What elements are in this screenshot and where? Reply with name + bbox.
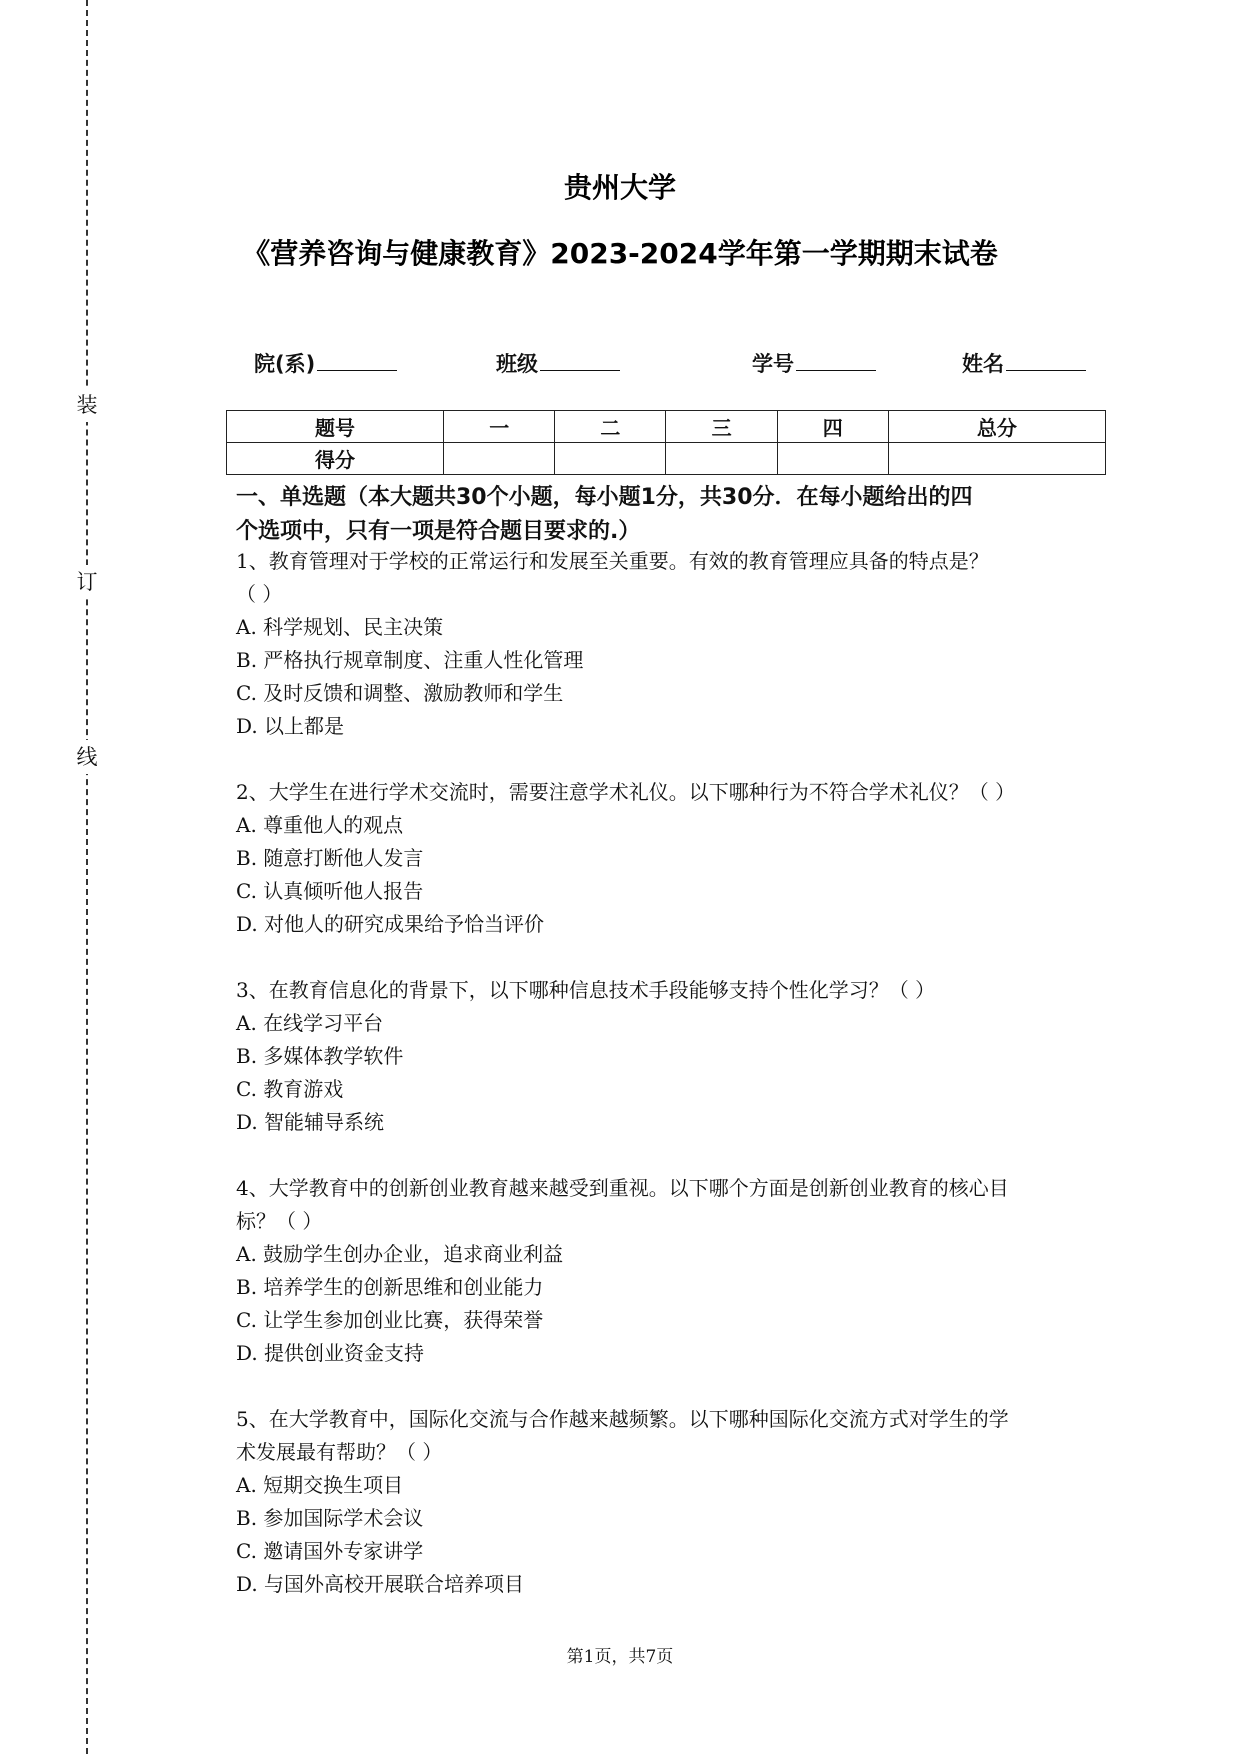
score-cell: 二 [555, 411, 666, 443]
info-field-department [254, 348, 397, 378]
option-a: A. 短期交换生项目 [236, 1473, 404, 1497]
question-1 [236, 545, 1096, 743]
score-cell: 一 [444, 411, 555, 443]
section-heading-line: 一、单选题（本大题共30个小题，每小题1分，共30分．在每小题给出的四 [236, 485, 973, 510]
info-label: 姓名 [962, 352, 1004, 376]
option-a: A. 尊重他人的观点 [236, 813, 404, 837]
university-title: 贵州大学 [563, 171, 676, 204]
score-table-header-row [227, 411, 1106, 443]
section-heading-line: 个选项中，只有一项是符合题目要求的.） [236, 519, 641, 544]
binding-char-xian: 线 [72, 740, 102, 774]
option-b: B. 培养学生的创新思维和创业能力 [236, 1275, 544, 1299]
score-cell [666, 443, 777, 475]
fill-blank [317, 350, 397, 371]
page-number: 第1页，共7页 [566, 1647, 674, 1667]
info-field-student-id [752, 348, 876, 378]
option-b: B. 随意打断他人发言 [236, 846, 424, 870]
score-table-score-row [227, 443, 1106, 475]
option-d: D. 智能辅导系统 [236, 1110, 385, 1134]
binding-char-ding: 订 [72, 565, 102, 599]
score-cell [888, 443, 1105, 475]
question-stem: 1、教育管理对于学校的正常运行和发展至关重要。有效的教育管理应具备的特点是？ [236, 549, 989, 573]
info-label: 班级 [496, 352, 538, 376]
question-list [236, 545, 1096, 1634]
option-a: A. 鼓励学生创办企业，追求商业利益 [236, 1242, 564, 1266]
score-cell [777, 443, 888, 475]
option-c: C. 邀请国外专家讲学 [236, 1539, 424, 1563]
fill-blank [796, 350, 876, 371]
question-4 [236, 1172, 1096, 1370]
option-a: A. 在线学习平台 [236, 1011, 384, 1035]
score-cell [555, 443, 666, 475]
option-c: C. 及时反馈和调整、激励教师和学生 [236, 681, 564, 705]
option-d: D. 提供创业资金支持 [236, 1341, 425, 1365]
option-b: B. 多媒体教学软件 [236, 1044, 404, 1068]
question-5 [236, 1403, 1096, 1601]
score-cell: 四 [777, 411, 888, 443]
info-label: 学号 [752, 352, 794, 376]
exam-title: 《营养咨询与健康教育》2023-2024学年第一学期期末试卷 [242, 237, 998, 270]
option-a: A. 科学规划、民主决策 [236, 615, 444, 639]
binding-char-zhuang: 装 [72, 388, 102, 422]
question-stem: 4、大学教育中的创新创业教育越来越受到重视。以下哪个方面是创新创业教育的核心目 [236, 1176, 1009, 1200]
option-c: C. 认真倾听他人报告 [236, 879, 424, 903]
score-cell: 题号 [227, 411, 444, 443]
question-stem: （ ） [236, 582, 283, 606]
score-cell: 总分 [888, 411, 1105, 443]
info-field-class [496, 348, 620, 378]
question-stem: 标？（ ） [236, 1209, 323, 1233]
question-stem: 5、在大学教育中，国际化交流与合作越来越频繁。以下哪种国际化交流方式对学生的学 [236, 1407, 1009, 1431]
question-stem: 2、大学生在进行学术交流时，需要注意学术礼仪。以下哪种行为不符合学术礼仪？（ ） [236, 780, 1016, 804]
option-c: C. 让学生参加创业比赛，获得荣誉 [236, 1308, 544, 1332]
score-cell: 得分 [227, 443, 444, 475]
question-stem: 术发展最有帮助？（ ） [236, 1440, 443, 1464]
fill-blank [1006, 350, 1086, 371]
section-heading [236, 481, 1096, 549]
score-cell: 三 [666, 411, 777, 443]
question-3 [236, 974, 1096, 1139]
question-stem: 3、在教育信息化的背景下，以下哪种信息技术手段能够支持个性化学习？（ ） [236, 978, 936, 1002]
option-d: D. 以上都是 [236, 714, 345, 738]
fill-blank [540, 350, 620, 371]
option-b: B. 严格执行规章制度、注重人性化管理 [236, 648, 584, 672]
option-d: D. 与国外高校开展联合培养项目 [236, 1572, 525, 1596]
option-c: C. 教育游戏 [236, 1077, 344, 1101]
option-b: B. 参加国际学术会议 [236, 1506, 424, 1530]
question-2 [236, 776, 1096, 941]
score-table [226, 410, 1106, 475]
info-field-name [962, 348, 1086, 378]
option-d: D. 对他人的研究成果给予恰当评价 [236, 912, 545, 936]
info-label: 院(系) [254, 352, 316, 376]
score-cell [444, 443, 555, 475]
